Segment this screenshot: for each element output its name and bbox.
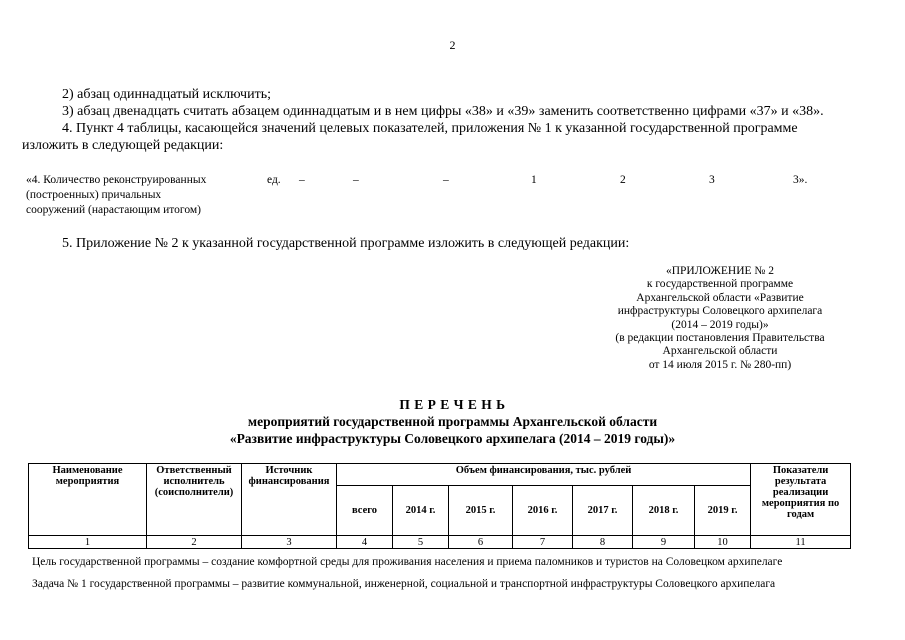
appendix-line: «ПРИЛОЖЕНИЕ № 2	[665, 265, 774, 277]
indicator-name-line-1: «4. Количество реконструированных	[26, 174, 207, 186]
column-number: 5	[393, 536, 449, 549]
header-year: 2019 г.	[695, 486, 751, 536]
document-title-line-3: «Развитие инфраструктуры Соловецкого архипелага (2014 – 2019 годы)»	[229, 431, 676, 446]
column-number: 11	[751, 536, 851, 549]
page-number: 2	[449, 38, 456, 52]
header-volume: Объем финансирования, тыс. рублей	[337, 464, 751, 486]
header-source: Источник финансирования	[242, 464, 337, 536]
document-title-line-2: мероприятий государственной программы Архангельской области	[247, 414, 658, 429]
paragraph-2: 2) абзац одиннадцатый исключить;	[62, 87, 271, 102]
header-year: 2016 г.	[513, 486, 573, 536]
column-number: 6	[449, 536, 513, 549]
appendix-line: от 14 июля 2015 г. № 280-пп)	[648, 358, 792, 371]
paragraph-3: 3) абзац двенадцать считать абзацем одиннадцатым и в нем цифры «38» и «39» заменить соответственно цифрами «37» и «38».	[62, 104, 824, 119]
program-goal-note: Цель государственной программы – создание комфортной среды для проживания населения и приема паломников и туристов на Соловецком архипелаге	[32, 556, 783, 568]
indicator-value: 2	[620, 174, 626, 186]
appendix-line: инфраструктуры Соловецкого архипелага	[617, 305, 823, 318]
header-year: 2018 г.	[633, 486, 695, 536]
appendix-line: (2014 – 2019 годы)»	[671, 318, 769, 331]
column-number: 3	[242, 536, 337, 549]
indicator-value: –	[353, 174, 359, 186]
header-executor: Ответственный исполнитель (соисполнители)	[147, 464, 242, 536]
column-number: 8	[573, 536, 633, 549]
indicator-value: 3	[709, 174, 715, 186]
column-number: 1	[29, 536, 147, 549]
column-number: 9	[633, 536, 695, 549]
header-year: 2015 г.	[449, 486, 513, 536]
appendix-header	[560, 265, 880, 372]
paragraph-4-continued: изложить в следующей редакции:	[22, 138, 224, 153]
indicator-name-line-3: сооружений (нарастающим итогом)	[26, 204, 201, 216]
appendix-line: Архангельской области «Развитие	[636, 291, 804, 304]
appendix-line: к государственной программе	[646, 278, 794, 291]
program-task-note: Задача № 1 государственной программы – развитие коммунальной, инженерной, социальной и транспортной инфраструктуры Соловецкого архипелага	[32, 578, 776, 590]
column-number: 2	[147, 536, 242, 549]
header-total: всего	[337, 486, 393, 536]
column-number: 10	[695, 536, 751, 549]
indicator-value: –	[299, 174, 305, 186]
indicator-value: –	[443, 174, 449, 186]
appendix-line: Архангельской области	[662, 345, 778, 358]
header-year: 2014 г.	[393, 486, 449, 536]
appendix-line: (в редакции постановления Правительства	[615, 332, 825, 345]
document-title-heading: П Е Р Е Ч Е Н Ь	[399, 397, 506, 412]
indicator-name-line-2: (построенных) причальных	[26, 189, 162, 201]
header-results: Показатели результата реализации мероприятия по годам	[751, 464, 851, 536]
indicator-value: 3».	[793, 174, 808, 186]
paragraph-4: 4. Пункт 4 таблицы, касающейся значений целевых показателей, приложения № 1 к указанной государственной программе	[62, 121, 798, 136]
financing-table	[28, 463, 851, 549]
paragraph-5: 5. Приложение № 2 к указанной государственной программе изложить в следующей редакции:	[62, 236, 630, 251]
column-number: 4	[337, 536, 393, 549]
indicator-unit: ед.	[267, 174, 281, 186]
header-name: Наименование мероприятия	[29, 464, 147, 536]
header-year: 2017 г.	[573, 486, 633, 536]
column-number: 7	[513, 536, 573, 549]
indicator-value: 1	[531, 174, 537, 186]
